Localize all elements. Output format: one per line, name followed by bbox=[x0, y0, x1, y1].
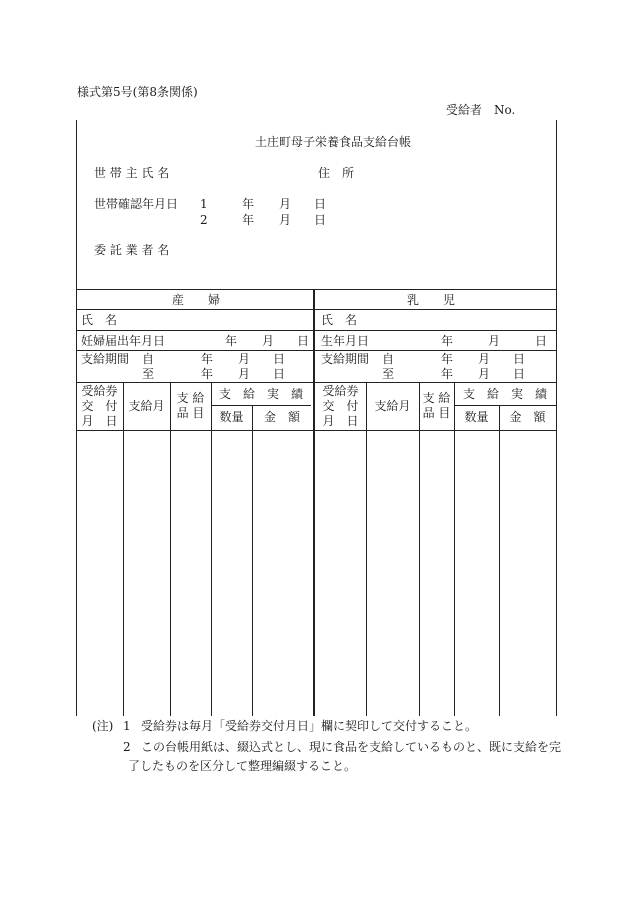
amount-header: 金 額 bbox=[263, 410, 300, 424]
year-label: 年 bbox=[225, 334, 238, 348]
address-label: 住 所 bbox=[318, 166, 355, 180]
household-confirm-date-label: 世帯確認年月日 bbox=[94, 197, 179, 211]
household-head-name-label: 世 帯 主 氏 名 bbox=[94, 166, 170, 180]
voucher-issue-date-header: 受給券 交 付 月 日 bbox=[81, 384, 118, 428]
period-from-label: 自 bbox=[382, 352, 395, 366]
mother-period-label: 支給期間 bbox=[81, 352, 130, 366]
supply-month-header: 支給月 bbox=[128, 399, 165, 413]
pregnancy-notice-date-label: 妊婦届出年月日 bbox=[81, 334, 166, 348]
note-number: 1 bbox=[123, 719, 131, 733]
day-label: 日 bbox=[314, 197, 327, 211]
month-label: 月 bbox=[478, 352, 491, 366]
supply-item-header: 支 給 品 目 bbox=[176, 391, 205, 420]
confirm-row-number: 1 bbox=[200, 197, 208, 211]
mother-name-label: 氏 名 bbox=[81, 313, 118, 327]
infant-name-label: 氏 名 bbox=[321, 313, 358, 327]
mother-header: 産 婦 bbox=[172, 293, 221, 307]
period-to-label: 至 bbox=[142, 367, 155, 381]
supply-month-header: 支給月 bbox=[374, 399, 411, 413]
day-label: 日 bbox=[314, 213, 327, 227]
infant-period-label: 支給期間 bbox=[321, 352, 370, 366]
supply-results-header: 支 給 実 績 bbox=[462, 387, 547, 401]
birth-date-label: 生年月日 bbox=[321, 334, 370, 348]
day-label: 日 bbox=[273, 367, 286, 381]
year-label: 年 bbox=[441, 334, 454, 348]
infant-header: 乳 児 bbox=[407, 293, 456, 307]
period-to-label: 至 bbox=[382, 367, 395, 381]
quantity-header: 数量 bbox=[464, 410, 489, 424]
month-label: 月 bbox=[478, 367, 491, 381]
notes-label: (注) bbox=[92, 719, 114, 733]
note-text-continued: 了したものを区分して整理編綴すること。 bbox=[128, 759, 357, 773]
day-label: 日 bbox=[535, 334, 548, 348]
day-label: 日 bbox=[513, 367, 526, 381]
period-from-label: 自 bbox=[142, 352, 155, 366]
year-label: 年 bbox=[201, 367, 214, 381]
month-label: 月 bbox=[279, 213, 292, 227]
year-label: 年 bbox=[242, 197, 255, 211]
supply-item-header: 支 給 品 目 bbox=[422, 391, 451, 420]
quantity-header: 数量 bbox=[219, 410, 244, 424]
ledger-title: 土庄町母子栄養食品支給台帳 bbox=[255, 135, 412, 149]
day-label: 日 bbox=[513, 352, 526, 366]
year-label: 年 bbox=[242, 213, 255, 227]
note-text: 受給券は毎月「受給券交付月日」欄に契印して交付すること。 bbox=[141, 719, 478, 733]
month-label: 月 bbox=[238, 352, 251, 366]
day-label: 日 bbox=[273, 352, 286, 366]
confirm-row-number: 2 bbox=[200, 213, 208, 227]
voucher-issue-date-header: 受給券 交 付 月 日 bbox=[322, 384, 359, 428]
year-label: 年 bbox=[441, 367, 454, 381]
note-text: この台帳用紙は、綴込式とし、現に食品を支給しているものと、既に支給を完 bbox=[141, 740, 562, 754]
day-label: 日 bbox=[297, 334, 310, 348]
supply-results-header: 支 給 実 績 bbox=[218, 387, 303, 401]
year-label: 年 bbox=[201, 352, 214, 366]
note-number: 2 bbox=[123, 740, 131, 754]
form-number: 様式第5号(第8条関係) bbox=[77, 85, 198, 99]
month-label: 月 bbox=[238, 367, 251, 381]
month-label: 月 bbox=[262, 334, 275, 348]
amount-header: 金 額 bbox=[509, 410, 546, 424]
month-label: 月 bbox=[488, 334, 501, 348]
month-label: 月 bbox=[279, 197, 292, 211]
contractor-name-label: 委 託 業 者 名 bbox=[94, 243, 170, 257]
year-label: 年 bbox=[441, 352, 454, 366]
recipient-number-label: 受給者 No. bbox=[446, 103, 516, 117]
